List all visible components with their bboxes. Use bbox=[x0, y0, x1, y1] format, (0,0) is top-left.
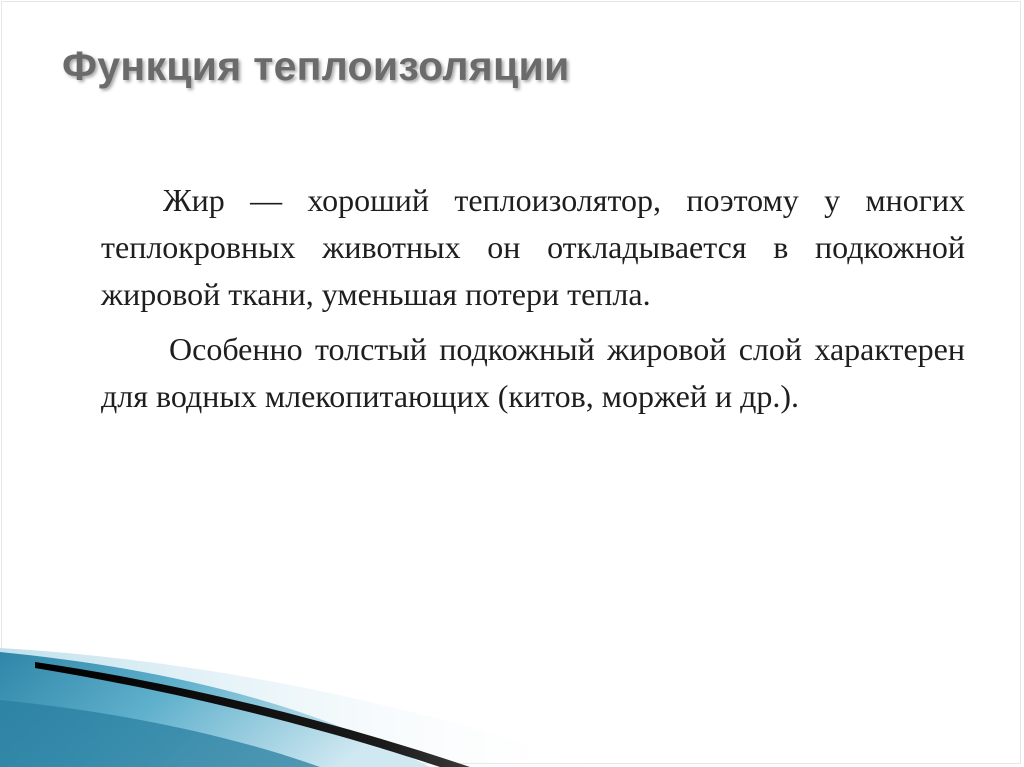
paragraph-insulation: Жир — хороший теплоизолятор, поэтому у многих теплокровных животных он откладывается в подкожной жировой ткани, уменьшая потери тепла. bbox=[101, 182, 965, 312]
slide-title: Функция теплоизоляции bbox=[62, 43, 570, 89]
slide-body bbox=[101, 177, 965, 420]
paragraph-aquatic-mammals: Особенно толстый подкожный жировой слой характерен для водных млекопитающих (китов, моржей и др.). bbox=[101, 331, 965, 414]
